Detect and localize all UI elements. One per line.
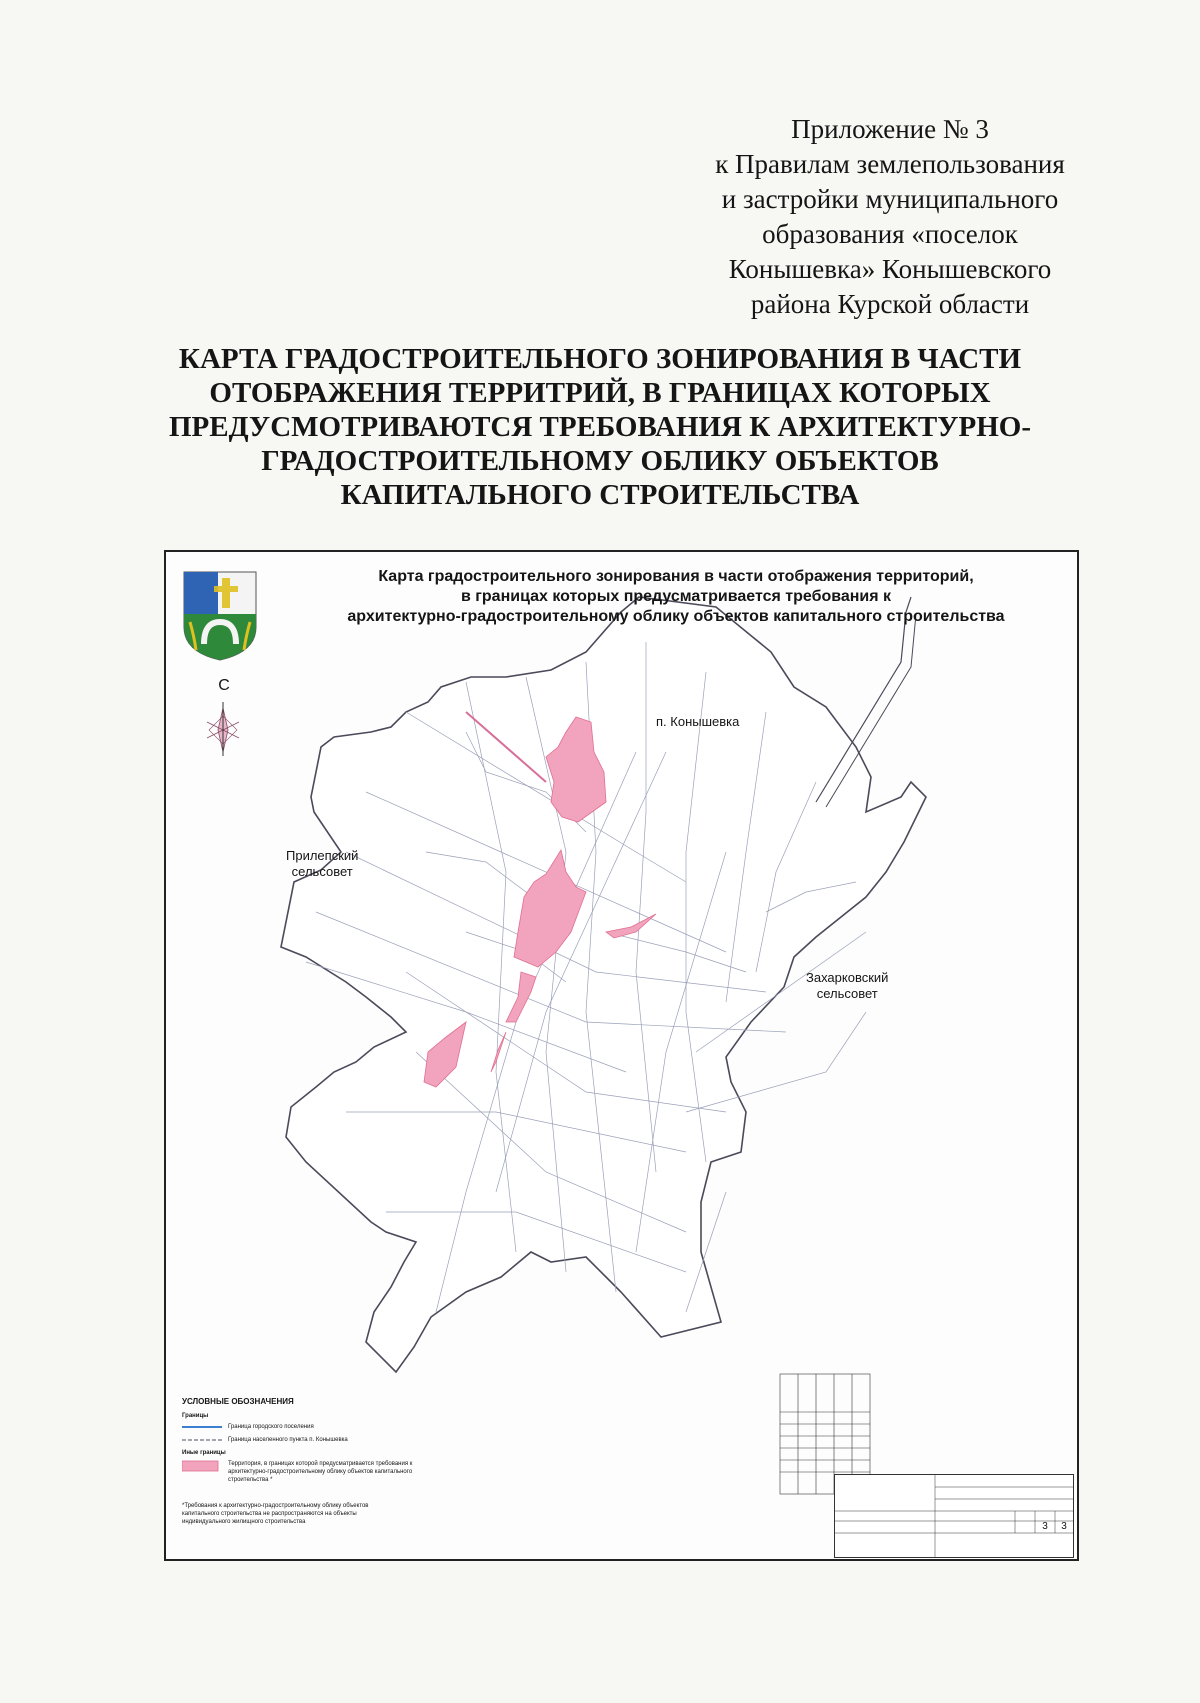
- appendix-line: образования «поселок: [762, 219, 1018, 249]
- title-line: ОТОБРАЖЕНИЯ ТЕРРИТРИЙ, В ГРАНИЦАХ КОТОРЫХ: [209, 377, 991, 409]
- map-frame: [164, 550, 1079, 1561]
- legend-footnote: *Требования к архитектурно-градостроительному облику объектов капитального строительства не распространяются на объекты индивидуального жилищного строительства: [182, 1503, 369, 1525]
- legend-item-label: Граница населенного пункта п. Конышевка: [228, 1437, 348, 1443]
- stamp-sheet-count: 3: [1061, 1521, 1067, 1532]
- compass-rose-icon: [207, 702, 239, 756]
- city-boundary-swatch: [182, 1423, 222, 1431]
- document-title: [130, 342, 1070, 512]
- appendix-line: Приложение № 3: [791, 114, 989, 144]
- appendix-line: к Правилам землепользования: [715, 149, 1065, 179]
- stamp-grid: [835, 1475, 1073, 1557]
- east-neighbor-line: Захарковский: [806, 970, 889, 985]
- coat-of-arms-emblem: [184, 572, 256, 660]
- appendix-line: Конышевка» Конышевского: [728, 254, 1052, 284]
- west-neighbor-label: [286, 848, 358, 880]
- appendix-line: района Курской области: [750, 289, 1030, 319]
- legend-section-boundaries: Границы: [182, 1413, 209, 1419]
- east-neighbor-label: [806, 970, 888, 1002]
- title-line: КАРТА ГРАДОСТРОИТЕЛЬНОГО ЗОНИРОВАНИЯ В ЧАСТИ: [178, 343, 1022, 375]
- title-line: КАПИТАЛЬНОГО СТРОИТЕЛЬСТВА: [340, 479, 860, 511]
- legend-item-city: [182, 1423, 432, 1431]
- map-title-line: в границах которых предусматривается требования к: [460, 588, 892, 605]
- map-title-line: Карта градостроительного зонирования в части отображения территорий,: [378, 568, 974, 585]
- title-block-stamp: [834, 1474, 1074, 1558]
- legend-item-settlement: [182, 1436, 432, 1444]
- map-legend: [182, 1398, 432, 1526]
- west-neighbor-line: Прилепский: [286, 848, 359, 863]
- title-line: ПРЕДУСМОТРИВАЮТСЯ ТРЕБОВАНИЯ К АРХИТЕКТУРНО-: [169, 411, 1031, 443]
- west-neighbor-line: сельсовет: [291, 864, 353, 879]
- settlement-label: п. Конышевка: [656, 714, 740, 729]
- legend-item-label: Территория, в границах которой предусматривается требования к архитектурно-градостроительному облику объектов капитального строительства *: [228, 1461, 413, 1483]
- legend-title: УСЛОВНЫЕ ОБОЗНАЧЕНИЯ: [182, 1397, 294, 1406]
- appendix-block: [690, 112, 1090, 322]
- emblem-blue-field: [184, 572, 218, 614]
- north-label: С: [218, 677, 230, 694]
- map-title: [296, 567, 1056, 627]
- zone-swatch: [182, 1460, 222, 1472]
- stamp-sheet-number: 3: [1042, 1521, 1048, 1532]
- east-neighbor-line: сельсовет: [816, 986, 878, 1001]
- legend-item-zone: [182, 1460, 432, 1484]
- settlement-boundary-swatch: [182, 1436, 222, 1444]
- map-title-line: архитектурно-градостроительному облику объектов капитального строительства: [347, 608, 1005, 625]
- title-line: ГРАДОСТРОИТЕЛЬНОМУ ОБЛИКУ ОБЪЕКТОВ: [261, 445, 939, 477]
- legend-item-label: Граница городского поселения: [228, 1424, 314, 1430]
- legend-section-other: Иные границы: [182, 1450, 226, 1456]
- appendix-line: и застройки муниципального: [721, 184, 1059, 214]
